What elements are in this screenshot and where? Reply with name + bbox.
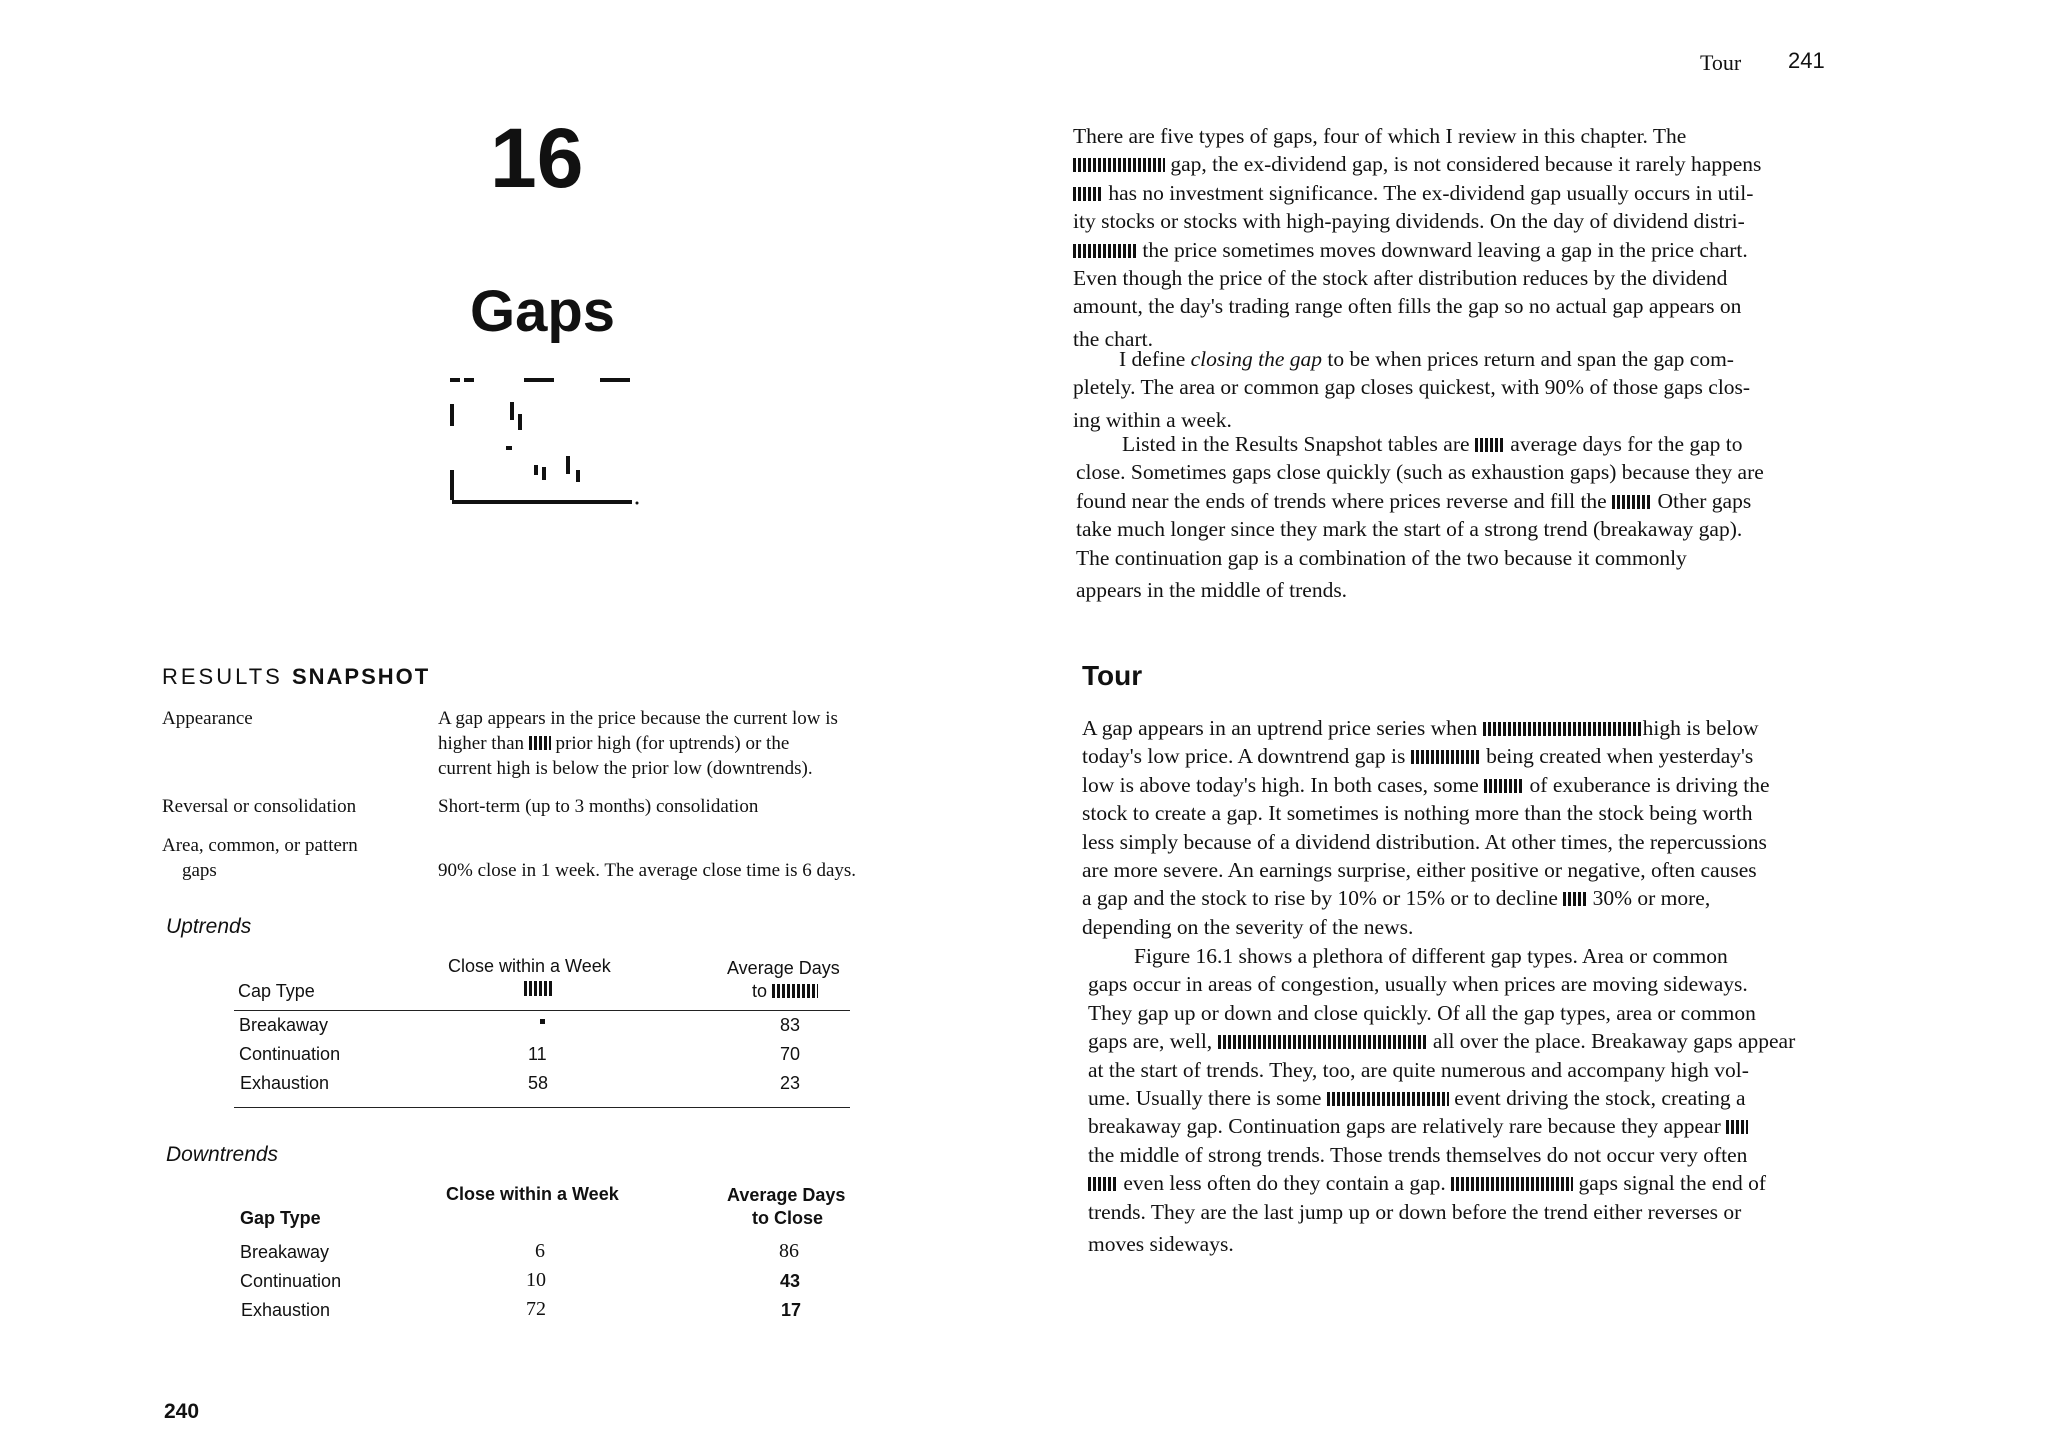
downtrends-col-days-header-1: Average Days (727, 1185, 846, 1205)
reversal-label: Reversal or consolidation (162, 796, 357, 817)
downtrends-col-days-header-2: to Close (752, 1208, 824, 1228)
chapter-ornament (450, 370, 640, 515)
downtrends-row-3-week: 72 (526, 1298, 546, 1320)
results-snapshot-heading (162, 664, 430, 690)
downtrends-label: Downtrends (166, 1143, 279, 1166)
running-head-title: Tour (1700, 50, 1742, 75)
uptrends-row-3-type: Exhaustion (240, 1073, 330, 1093)
downtrends-row-3-type: Exhaustion (241, 1300, 331, 1320)
uptrends-row-2-type: Continuation (239, 1044, 341, 1064)
redacted-glyph (1612, 495, 1652, 509)
appearance-label: Appearance (162, 708, 253, 729)
uptrends-row-3-week: 58 (528, 1073, 549, 1093)
redacted-glyph (1088, 1177, 1118, 1191)
tour-paragraph-2: Figure 16.1 shows a plethora of different gap types. Area or common gaps occur in areas of congestion, usually when prices are moving sideways. They gap up or down and close quickly. Of all the gap types, area or common gaps are, well, all over the place. Breakaway gaps appear at the start of trends. They, too, are quite numerous and accompany high vol- ume. Usually there is some event driving the stock, creating a breakaway gap. Continuation gaps are relatively rare because they appear the middle of strong trends. Those trends themselves do not occur very often even less often do they contain a gap. gaps signal the end of trends. They are the last jump up or down before the trend either reverses or moves sideways. (1088, 944, 1796, 1257)
appearance-line-2: higher than prior high (for uptrends) or the (438, 733, 790, 754)
redacted-glyph (1451, 1177, 1573, 1191)
area-label-line-1: Area, common, or pattern (162, 835, 358, 856)
define-paragraph: I define closing the gap to be when prices return and span the gap com- pletely. The area or common gap closes quickest, with 90% of those gaps clos- ing within a week. (1073, 347, 1751, 432)
downtrends-col-type-header: Gap Type (240, 1208, 321, 1228)
uptrends-row-3-days: 23 (780, 1073, 801, 1093)
snapshot-heading-light: RESULTS (162, 664, 283, 689)
uptrends-row-1-week-mark (540, 1019, 545, 1024)
redacted-glyph (529, 736, 551, 750)
redacted-glyph (772, 984, 818, 998)
redacted-glyph (1411, 750, 1481, 764)
downtrends-row-1-days: 86 (779, 1240, 799, 1262)
tour-section-heading: Tour (1082, 660, 1143, 691)
redacted-glyph (1563, 892, 1587, 906)
area-value: 90% close in 1 week. The average close time is 6 days. (438, 860, 857, 881)
redacted-glyph (1484, 779, 1524, 793)
redacted-glyph (1483, 722, 1643, 736)
page-number-left: 240 (164, 1400, 200, 1423)
uptrends-row-2-week: 11 (528, 1044, 547, 1064)
chapter-number: 16 (490, 111, 584, 205)
uptrends-label: Uptrends (166, 915, 252, 938)
uptrends-row-1-days: 83 (780, 1015, 801, 1035)
appearance-line-1: A gap appears in the price because the current low is (438, 708, 838, 729)
page-number-right: 241 (1788, 48, 1825, 73)
uptrends-col-week-header: Close within a Week (448, 956, 611, 976)
area-label-line-2: gaps (182, 860, 217, 881)
tour-paragraph-1: A gap appears in an uptrend price series when high is below today's low price. A downtrend gap is being created when yesterday's low is above today's high. In both cases, some of exuberance is driving the stock to create a gap. It sometimes is nothing more than the stock being worth less simply because of a dividend distribution. At other times, the repercussions are more severe. An earnings surprise, either positive or negative, often causes a gap and the stock to rise by 10% or 15% or to decline 30% or more, depending on the severity of the news. (1082, 716, 1770, 939)
redacted-glyph (1073, 187, 1103, 201)
redacted-glyph (1726, 1120, 1748, 1134)
uptrends-bottom-rule (234, 1107, 850, 1108)
redacted-glyph (1218, 1035, 1428, 1049)
redacted-glyph (1475, 438, 1505, 452)
redacted-glyph (1073, 158, 1165, 172)
downtrends-row-1-type: Breakaway (240, 1242, 330, 1262)
uptrends-col-days-header-2: to (752, 980, 818, 1003)
snapshot-heading-bold: SNAPSHOT (291, 664, 431, 689)
redacted-glyph (1327, 1092, 1449, 1106)
downtrends-row-2-week: 10 (526, 1269, 546, 1291)
intro-paragraph: There are five types of gaps, four of which I review in this chapter. The gap, the ex-dividend gap, is not considered because it rarely happens has no investment significance. The ex-dividend gap usually occurs in util- ity stocks or stocks with high-paying dividends. On the day of dividend distri- the price sometimes moves downward leaving a gap in the price chart. Even though the price of the stock after distribution reduces by the dividend amount, the day's trading range often fills the gap so no actual gap appears on the chart. (1073, 124, 1762, 351)
uptrends-header-rule (234, 1010, 850, 1011)
downtrends-col-week-header: Close within a Week (446, 1184, 619, 1204)
appearance-value (438, 706, 938, 781)
reversal-value: Short-term (up to 3 months) consolidation (438, 796, 759, 817)
uptrends-row-1-type: Breakaway (239, 1015, 329, 1035)
downtrends-row-2-days: 43 (780, 1271, 801, 1291)
redacted-glyph (524, 981, 554, 996)
uptrends-row-2-days: 70 (780, 1044, 801, 1064)
downtrends-row-2-type: Continuation (240, 1271, 342, 1291)
uptrends-col-days-header-1: Average Days (727, 958, 840, 978)
redacted-glyph (1073, 244, 1137, 258)
uptrends-col-type-header: Cap Type (238, 981, 315, 1001)
appearance-line-3: current high is below the prior low (downtrends). (438, 758, 813, 779)
downtrends-row-1-week: 6 (535, 1240, 545, 1262)
listed-paragraph: Listed in the Results Snapshot tables are average days for the gap to close. Sometimes gaps close quickly (such as exhaustion gaps) because they are found near the ends of trends where prices reverse and fill the Other gaps take much longer since they mark the start of a strong trend (breakaway gap). The continuation gap is a combination of the two because it commonly appears in the middle of trends. (1076, 432, 1764, 603)
downtrends-row-3-days: 17 (781, 1300, 802, 1320)
chapter-title: Gaps (470, 279, 616, 344)
